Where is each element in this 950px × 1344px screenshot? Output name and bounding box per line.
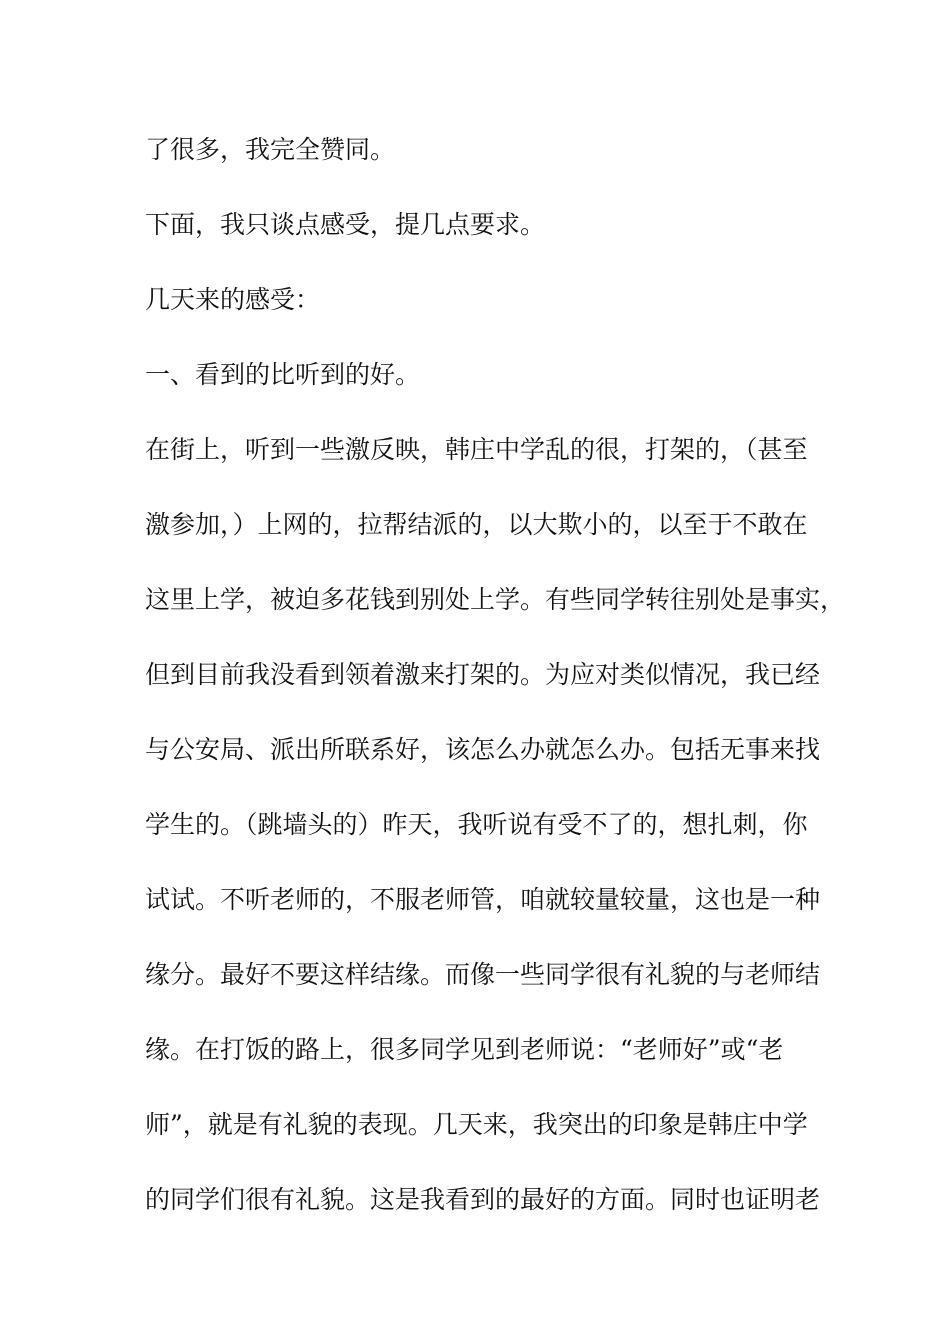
text-line: 师”，就是有礼貌的表现。几天来，我突出的印象是韩庄中学	[145, 1110, 808, 1139]
text-line: 与公安局、派出所联系好，该怎么办就怎么办。包括无事来找	[145, 735, 821, 764]
text-line: 但到目前我没看到领着激来打架的。为应对类似情况，我已经	[145, 660, 821, 689]
text-line: 在街上，听到一些激反映，韩庄中学乱的很，打架的，（甚至	[145, 435, 808, 464]
text-line: 激参加，）上网的，拉帮结派的，以大欺小的，以至于不敢在	[145, 510, 808, 539]
text-line: 下面，我只谈点感受，提几点要求。	[145, 210, 546, 239]
text-line: 缘分。最好不要这样结缘。而像一些同学很有礼貌的与老师结	[145, 960, 821, 989]
text-line: 这里上学，被迫多花钱到别处上学。有些同学转往别处是事实，	[145, 585, 846, 614]
text-line: 缘。在打饭的路上，很多同学见到老师说：“老师好”或“老	[145, 1035, 784, 1064]
text-line: 几天来的感受：	[145, 285, 321, 314]
text-line: 的同学们很有礼貌。这是我看到的最好的方面。同时也证明老	[145, 1185, 821, 1214]
text-line: 试试。不听老师的，不服老师管，咱就较量较量，这也是一种	[145, 885, 821, 914]
text-line: 了很多，我完全赞同。	[145, 135, 396, 164]
text-line: 学生的。（跳墙头的）昨天，我听说有受不了的，想扎刺，你	[145, 810, 808, 839]
document-body	[145, 130, 846, 1255]
section-heading: 一、看到的比听到的好。	[145, 360, 421, 389]
